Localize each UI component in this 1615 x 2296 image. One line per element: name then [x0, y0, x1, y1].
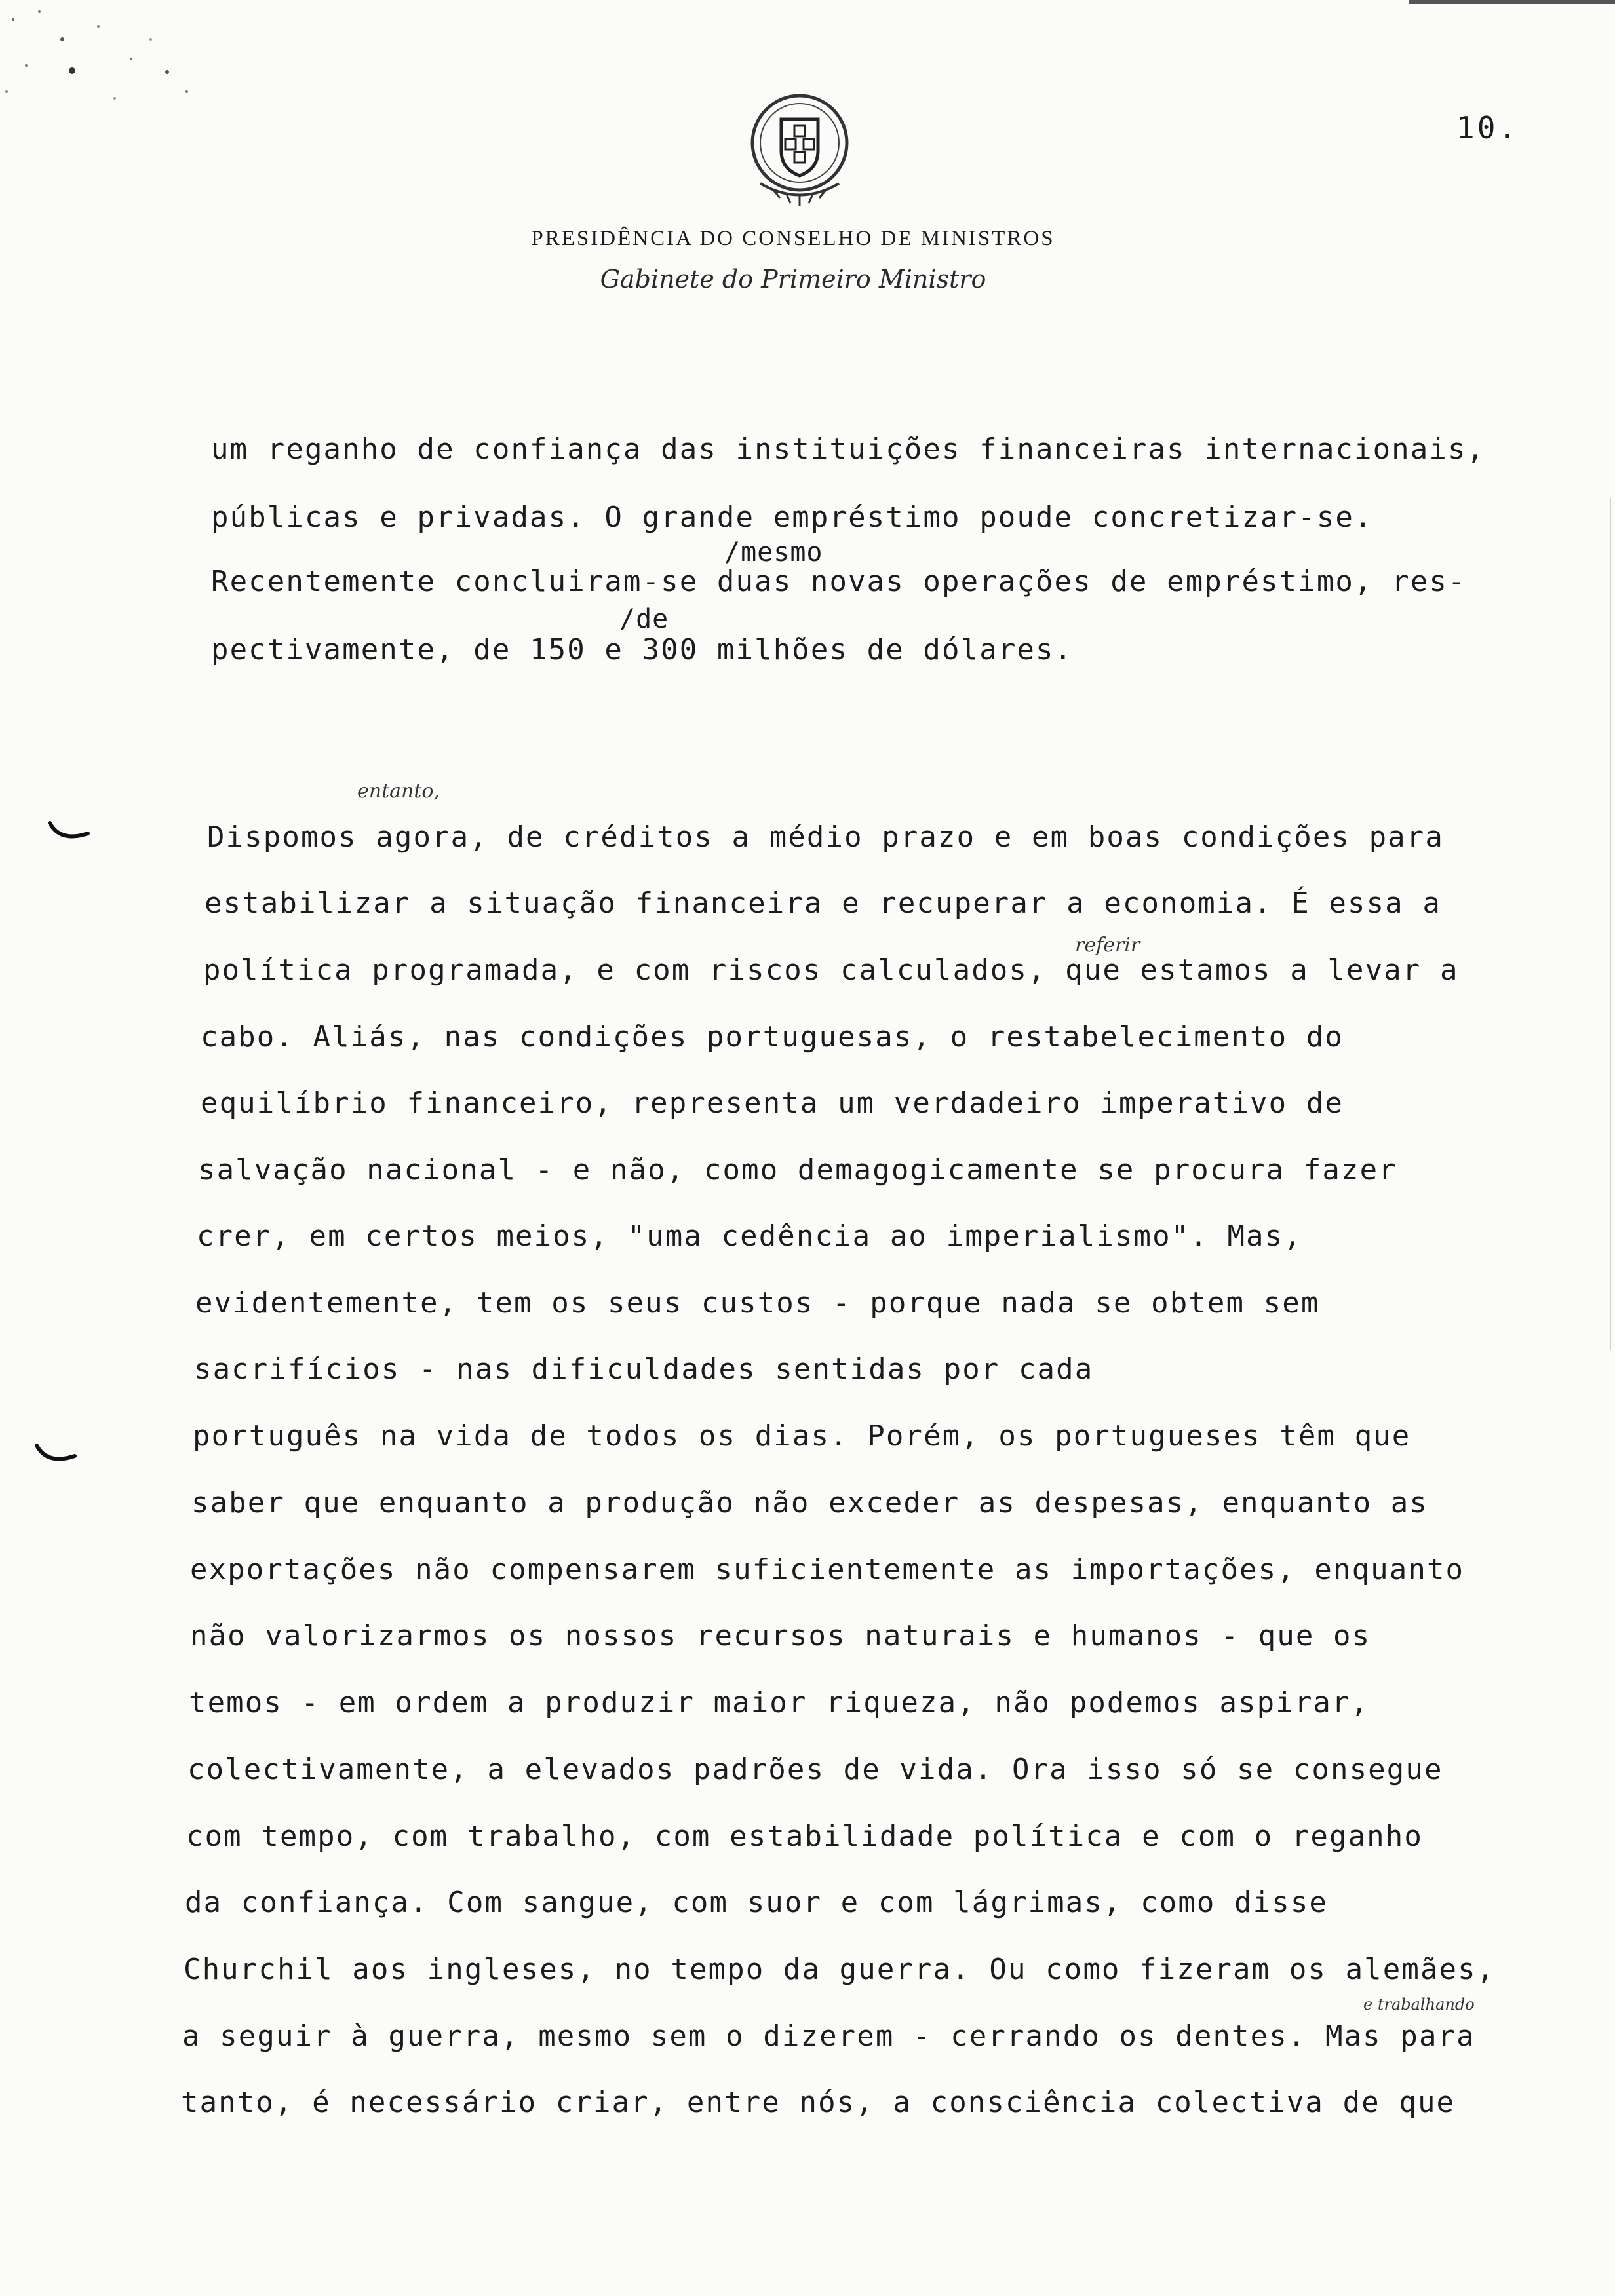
handwritten-note: e trabalhando [1363, 1995, 1475, 2014]
handwritten-note: entanto, [357, 780, 440, 803]
margin-check-mark [47, 819, 93, 845]
insertion-de: /de [619, 604, 669, 634]
margin-check-mark [34, 1442, 80, 1468]
cabinet-subtitle: Gabinete do Primeiro Ministro [600, 265, 986, 294]
text-line: equilíbrio financeiro, representa um verdadeiro imperativo de [201, 1086, 1344, 1120]
text-line: salvação nacional - e não, como demagogicamente se procura fazer [198, 1153, 1397, 1187]
top-edge-rule [1409, 0, 1615, 4]
text-line: tanto, é necessário criar, entre nós, a consciência colectiva de que [181, 2086, 1456, 2119]
text-line: um reganho de confiança das instituições financeiras internacionais, [211, 432, 1486, 466]
text-line: pectivamente, de 150 e 300 milhões de dólares. [211, 633, 1074, 666]
text-line: português na vida de todos os dias. Porém, os portugueses têm que [193, 1419, 1411, 1453]
scan-edge-line [1610, 498, 1611, 1350]
text-line: temos - em ordem a produzir maior riqueza, não podemos aspirar, [189, 1686, 1370, 1719]
scan-specks [0, 0, 210, 131]
text-line: públicas e privadas. O grande empréstimo poude concretizar-se. [211, 501, 1373, 534]
page-number: 10. [1456, 110, 1519, 145]
office-title: PRESIDÊNCIA DO CONSELHO DE MINISTROS [531, 227, 1055, 250]
text-line: política programada, e com riscos calculados, que estamos a levar a [203, 953, 1459, 987]
text-line: sacrifícios - nas dificuldades sentidas por cada [194, 1352, 1094, 1386]
text-line: não valorizarmos os nossos recursos naturais e humanos - que os [190, 1619, 1371, 1653]
handwritten-note: referir [1075, 934, 1140, 957]
text-line: Dispomos agora, de créditos a médio prazo e em boas condições para [207, 820, 1444, 854]
coat-of-arms-emblem [734, 85, 865, 210]
text-line: cabo. Aliás, nas condições portuguesas, o restabelecimento do [201, 1020, 1344, 1054]
text-line: a seguir à guerra, mesmo sem o dizerem - cerrando os dentes. Mas para [182, 2019, 1475, 2053]
text-line: evidentemente, tem os seus custos - porque nada se obtem sem [195, 1286, 1320, 1320]
text-line: Churchil aos ingleses, no tempo da guerra. Ou como fizeram os alemães, [184, 1953, 1496, 1986]
text-line: crer, em certos meios, "uma cedência ao imperialismo". Mas, [197, 1219, 1302, 1253]
text-line: da confiança. Com sangue, com suor e com lágrimas, como disse [185, 1886, 1329, 1919]
insertion-mesmo: /mesmo [724, 537, 823, 567]
text-line: saber que enquanto a produção não exceder as despesas, enquanto as [191, 1486, 1428, 1520]
text-line: estabilizar a situação financeira e recuperar a economia. É essa a [204, 887, 1441, 920]
text-line: exportações não compensarem suficientemente as importações, enquanto [190, 1553, 1465, 1586]
text-line: com tempo, com trabalho, com estabilidade política e com o reganho [186, 1820, 1423, 1853]
text-line: Recentemente concluiram-se duas novas operações de empréstimo, res- [211, 565, 1467, 598]
text-line: colectivamente, a elevados padrões de vida. Ora isso só se consegue [187, 1753, 1443, 1786]
